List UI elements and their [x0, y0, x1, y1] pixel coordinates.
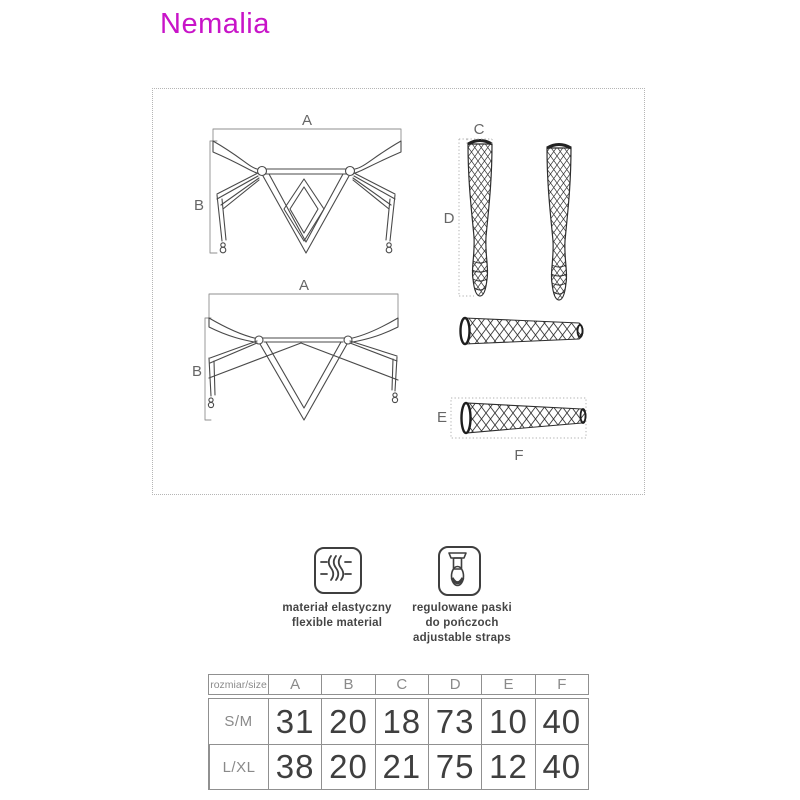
size-value: 73: [428, 699, 481, 744]
size-row-label: L/XL: [209, 744, 268, 789]
size-value: 20: [321, 744, 374, 789]
dimension-label-c: C: [473, 121, 485, 138]
garter-clip: [221, 243, 225, 247]
caption-line: flexible material: [291, 617, 383, 629]
product-title: Nemalia: [160, 8, 270, 40]
garter-clip: [392, 397, 397, 402]
dimension-label-a-back: A: [298, 277, 310, 294]
size-col-header-c: C: [375, 675, 428, 694]
garter-clip: [209, 398, 213, 402]
dimension-label-b-back: B: [191, 363, 203, 380]
stocking-top-band-drawing: [461, 318, 584, 344]
dimension-label-d: D: [443, 210, 455, 227]
dimension-label-a-front: A: [301, 112, 313, 129]
dimension-label-b-front: B: [193, 197, 205, 214]
garter-clip: [208, 402, 213, 407]
dimension-line-a-front: [213, 129, 401, 141]
dimension-line-a-back: [209, 294, 398, 318]
garter-belt-back-drawing: [205, 294, 398, 420]
size-value: 20: [321, 699, 374, 744]
dimension-label-e: E: [436, 409, 448, 426]
size-value: 18: [375, 699, 428, 744]
size-col-header-a: A: [268, 675, 321, 694]
size-col-header-e: E: [481, 675, 534, 694]
caption-line: adjustable straps: [413, 632, 511, 644]
product-technical-drawing: [153, 89, 644, 494]
dimension-line-b-front: [210, 141, 217, 253]
stockings-drawing: [459, 139, 571, 300]
size-value: 10: [481, 699, 534, 744]
caption-line: materiał elastyczny: [282, 602, 392, 614]
size-table-header-row: [208, 674, 589, 695]
size-row-label: S/M: [224, 713, 253, 730]
size-col-header-d: D: [428, 675, 481, 694]
adjustable-strap-caption: [383, 601, 541, 646]
garter-clip: [386, 247, 392, 253]
size-value: 40: [535, 744, 588, 789]
size-value: 40: [535, 699, 588, 744]
garter-belt-front-drawing: [210, 129, 401, 253]
elastic-material-icon: [314, 547, 362, 594]
size-table: [208, 674, 589, 790]
size-table-body: [208, 698, 589, 790]
size-value: 31: [268, 699, 321, 744]
garter-clip: [393, 393, 397, 397]
size-col-header-b: B: [321, 675, 374, 694]
garter-clip: [220, 247, 226, 253]
size-value: 21: [375, 744, 428, 789]
caption-line: regulowane paski: [412, 602, 512, 614]
size-value: 38: [268, 744, 321, 789]
caption-line: do pończoch: [425, 617, 499, 629]
garter-clip: [387, 243, 391, 247]
dimension-label-f: F: [514, 447, 524, 464]
stocking-top-band-dimensioned-drawing: [451, 398, 586, 438]
size-value: 75: [428, 744, 481, 789]
technical-diagram-box: [152, 88, 645, 495]
adjustable-strap-icon: [438, 546, 481, 596]
size-value: 12: [481, 744, 534, 789]
size-table-corner-label: rozmiar/size: [210, 678, 267, 691]
size-col-header-f: F: [535, 675, 588, 694]
